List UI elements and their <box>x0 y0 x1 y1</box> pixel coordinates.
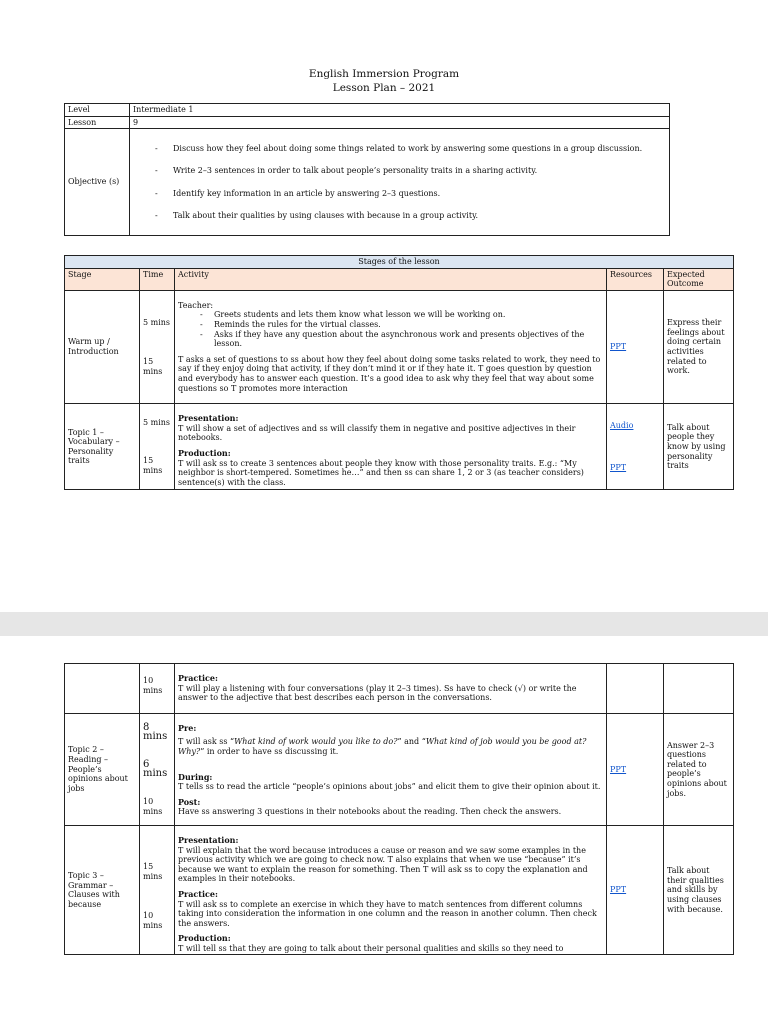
topic1-stage: Topic 1 – Vocabulary – Personality traits <box>65 404 140 490</box>
practice-text: T will ask ss to complete an exercise in which they have to match sentences from different columns taking into consideration the information in one column and the reason in another column. Then check the answers. <box>178 899 597 928</box>
time-value: 15 mins <box>143 357 163 376</box>
level-value: Intermediate 1 <box>130 104 670 117</box>
pre-label: Pre: <box>178 722 197 733</box>
practice-time: 10 mins <box>140 664 175 714</box>
objective-item: - Discuss how they feel about doing some things related to work by answering some questions in a group discussion. <box>133 144 666 154</box>
time-value: 8 mins <box>143 721 168 743</box>
level-row <box>65 104 670 117</box>
practice-outcome <box>664 664 734 714</box>
header-outcome: Expected Outcome <box>664 268 734 290</box>
practice-label: Practice: <box>178 673 218 683</box>
teacher-bullet: - Greets students and lets them know what lesson we will be working on. <box>178 310 603 320</box>
ppt-link[interactable]: PPT <box>610 342 627 352</box>
stages-title: Stages of the lesson <box>65 256 734 269</box>
page-2 <box>0 636 768 1036</box>
time-value: 5 mins <box>143 418 171 428</box>
time-value: 5 mins <box>143 317 171 327</box>
objective-list-cell <box>130 129 670 236</box>
stages-table <box>64 255 734 490</box>
topic3-time <box>140 825 175 955</box>
objective-label: Objective (s) <box>65 129 130 236</box>
practice-text: T will play a listening with four conversations (play it 2–3 times). Ss have to check (√) or write the answer to the adjective that best describes each person in the conversations. <box>178 683 577 703</box>
topic3-outcome: Talk about their qualities and skills by using clauses with because. <box>664 825 734 955</box>
time-value: 10 mins <box>143 911 163 930</box>
practice-resources <box>607 664 664 714</box>
presentation-label: Presentation: <box>178 413 239 424</box>
topic3-resource <box>607 825 664 955</box>
lesson-row <box>65 116 670 129</box>
pre-question: What kind of work would you like to do? <box>234 737 398 747</box>
objective-item: - Identify key information in an article by answering 2–3 questions. <box>133 189 666 199</box>
objective-item: - Talk about their qualities by using clauses with because in a group activity. <box>133 211 666 221</box>
presentation-text: T will show a set of adjectives and ss will classify them in negative and positive adjectives in their notebooks. <box>178 423 576 443</box>
program-title: English Immersion Program <box>308 68 460 80</box>
practice-row <box>65 664 734 714</box>
plan-title: Lesson Plan – 2021 <box>332 82 436 94</box>
topic2-outcome: Answer 2–3 questions related to people’s opinions about jobs. <box>664 713 734 825</box>
topic2-time <box>140 713 175 825</box>
warmup-resource <box>607 290 664 403</box>
teacher-bullets <box>178 310 603 348</box>
header-stage: Stage <box>65 268 140 290</box>
warmup-time <box>140 290 175 403</box>
during-label: During: <box>178 771 213 782</box>
warmup-outcome: Express their feelings about doing certain activities related to work. <box>664 290 734 403</box>
lesson-info-table <box>64 103 670 236</box>
topic3-activity <box>175 825 607 955</box>
production-label: Production: <box>178 447 231 458</box>
pre-question: What kind of job would you be good at? Why? <box>178 737 587 756</box>
stages-header-row <box>65 268 734 290</box>
audio-link[interactable]: Audio <box>610 421 634 431</box>
time-value: 15 mins <box>143 861 163 881</box>
presentation-text: T will explain that the word because introduces a cause or reason and we saw some examples in the previous activity which we are going to check now. T also explains that when we use “because” it’s because we want to explain the reason for something. Then T will ask ss to copy the explanation and examples in their notebooks. <box>178 845 588 884</box>
post-text: Have ss answering 3 questions in their notebooks about the reading. Then check the answers. <box>178 807 562 817</box>
topic1-time <box>140 404 175 490</box>
time-value: 10 mins <box>143 796 163 816</box>
warmup-row <box>65 290 734 403</box>
production-label: Production: <box>178 933 231 944</box>
header-resources: Resources <box>607 268 664 290</box>
topic2-stage: Topic 2 – Reading – People’s opinions about jobs <box>65 713 140 825</box>
practice-activity <box>175 664 607 714</box>
practice-label: Practice: <box>178 888 218 899</box>
topic2-row <box>65 713 734 825</box>
ppt-link[interactable]: PPT <box>610 885 627 895</box>
lesson-label: Lesson <box>65 116 130 129</box>
objective-row <box>65 129 670 236</box>
post-label: Post: <box>178 796 201 807</box>
stages-table-continued <box>64 663 734 955</box>
teacher-label: Teacher: <box>178 300 214 310</box>
lesson-value: 9 <box>130 116 670 129</box>
objective-list <box>133 144 666 221</box>
teacher-bullet: - Asks if they have any question about the asynchronous work and presents objectives of the lesson. <box>178 330 603 349</box>
production-text: T will ask ss to create 3 sentences about people they know with those personality traits. E.g.: “My neighbor is short-tempered. Sometimes he…” and then ss can share 1, 2 or 3 (as teacher considers) sentence(s) with the class. <box>178 458 584 487</box>
warmup-stage: Warm up / Introduction <box>65 290 140 403</box>
topic3-row <box>65 825 734 955</box>
warmup-paragraph: T asks a set of questions to ss about how they feel about doing some tasks related to work, they need to say if they enjoy doing that activity, if they don’t mind it or if they hate it. T goes question by question and everybody has to answer each question. It’s a good idea to ask why they feel that way about some questions so T promotes more interaction <box>178 354 601 393</box>
during-text: T tells ss to read the article “people’s opinions about jobs” and elicit them to give their opinion about it. <box>178 782 601 792</box>
topic1-resources <box>607 404 664 490</box>
topic3-stage: Topic 3 – Grammar – Clauses with because <box>65 825 140 955</box>
pre-text-part: ” and “ <box>397 737 426 747</box>
warmup-activity <box>175 290 607 403</box>
level-label: Level <box>65 104 130 117</box>
presentation-label: Presentation: <box>178 834 239 845</box>
stages-title-row <box>65 256 734 269</box>
pre-text <box>178 737 603 756</box>
objective-item: - Write 2–3 sentences in order to talk about people’s personality traits in a sharing activity. <box>133 166 666 176</box>
production-text: T will tell ss that they are going to talk about their personal qualities and skills so they need to <box>178 943 564 953</box>
teacher-bullet: - Reminds the rules for the virtual classes. <box>178 320 603 330</box>
pre-text-part: T will ask ss “ <box>178 737 235 747</box>
topic1-row <box>65 404 734 490</box>
header-activity: Activity <box>175 268 607 290</box>
topic1-activity <box>175 404 607 490</box>
time-value: 6 mins <box>143 758 168 780</box>
practice-stage <box>65 664 140 714</box>
topic2-resource <box>607 713 664 825</box>
ppt-link[interactable]: PPT <box>610 764 627 774</box>
pre-text-part: ” in order to have ss discussing it. <box>200 746 339 756</box>
topic2-activity <box>175 713 607 825</box>
ppt-link[interactable]: PPT <box>610 462 627 472</box>
header-time: Time <box>140 268 175 290</box>
topic1-outcome: Talk about people they know by using personality traits <box>664 404 734 490</box>
time-value: 15 mins <box>143 455 163 475</box>
